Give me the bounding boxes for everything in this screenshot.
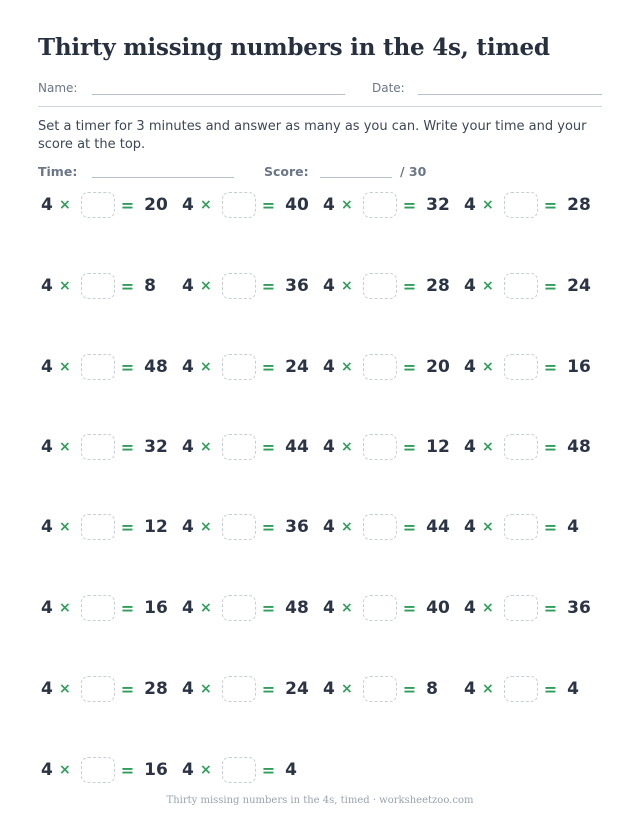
answer-blank[interactable]: [81, 192, 115, 218]
product: 12: [426, 437, 450, 457]
equals-sign: =: [120, 598, 135, 618]
answer-blank[interactable]: [222, 354, 256, 380]
multiply-sign: ×: [482, 681, 494, 697]
instructions: Set a timer for 3 minutes and answer as many as you can. Write your time and your score at the top.: [38, 119, 587, 152]
product: 40: [285, 195, 309, 215]
problem-item: [41, 674, 168, 704]
multiply-sign: ×: [341, 681, 353, 697]
header-divider: [38, 106, 602, 107]
factor: 4: [323, 195, 335, 215]
answer-blank[interactable]: [504, 273, 538, 299]
factor: 4: [182, 195, 194, 215]
factor: 4: [464, 195, 476, 215]
multiply-sign: ×: [59, 762, 71, 778]
factor: 4: [464, 276, 476, 296]
factor: 4: [41, 357, 53, 377]
answer-blank[interactable]: [504, 192, 538, 218]
answer-blank[interactable]: [504, 676, 538, 702]
problem-item: [464, 674, 579, 704]
equals-sign: =: [543, 598, 558, 618]
problem-item: [41, 593, 168, 623]
problem-item: [323, 593, 450, 623]
answer-blank[interactable]: [81, 514, 115, 540]
factor: 4: [182, 760, 194, 780]
multiply-sign: ×: [200, 519, 212, 535]
multiply-sign: ×: [482, 600, 494, 616]
multiply-sign: ×: [59, 278, 71, 294]
problem-item: [41, 271, 156, 301]
footer: Thirty missing numbers in the 4s, timed · worksheetzoo.com: [166, 795, 474, 806]
product: 8: [144, 276, 156, 296]
multiply-sign: ×: [200, 762, 212, 778]
multiply-sign: ×: [200, 600, 212, 616]
product: 36: [567, 598, 591, 618]
problem-item: [464, 352, 591, 382]
problem-item: [464, 271, 591, 301]
equals-sign: =: [261, 598, 276, 618]
answer-blank[interactable]: [81, 354, 115, 380]
factor: 4: [464, 598, 476, 618]
answer-blank[interactable]: [222, 676, 256, 702]
product: 48: [285, 598, 309, 618]
multiply-sign: ×: [341, 519, 353, 535]
answer-blank[interactable]: [363, 514, 397, 540]
multiply-sign: ×: [59, 600, 71, 616]
equals-sign: =: [120, 760, 135, 780]
problem-item: [464, 512, 579, 542]
answer-blank[interactable]: [222, 757, 256, 783]
multiply-sign: ×: [59, 359, 71, 375]
multiply-sign: ×: [482, 359, 494, 375]
problem-item: [41, 432, 168, 462]
multiply-sign: ×: [341, 197, 353, 213]
product: 20: [426, 357, 450, 377]
equals-sign: =: [402, 276, 417, 296]
factor: 4: [41, 195, 53, 215]
equals-sign: =: [261, 760, 276, 780]
equals-sign: =: [402, 598, 417, 618]
date-line[interactable]: [418, 94, 602, 95]
equals-sign: =: [402, 437, 417, 457]
product: 28: [144, 679, 168, 699]
factor: 4: [464, 357, 476, 377]
multiply-sign: ×: [59, 197, 71, 213]
product: 4: [567, 517, 579, 537]
problem-item: [182, 352, 309, 382]
worksheet-title: Thirty missing numbers in the 4s, timed: [38, 34, 550, 61]
factor: 4: [41, 679, 53, 699]
equals-sign: =: [543, 517, 558, 537]
answer-blank[interactable]: [222, 514, 256, 540]
product: 32: [426, 195, 450, 215]
multiply-sign: ×: [200, 439, 212, 455]
equals-sign: =: [543, 276, 558, 296]
score-label: Score:: [264, 164, 309, 179]
multiply-sign: ×: [59, 439, 71, 455]
problem-item: [323, 674, 438, 704]
product: 36: [285, 517, 309, 537]
product: 44: [285, 437, 309, 457]
answer-blank[interactable]: [504, 514, 538, 540]
factor: 4: [41, 437, 53, 457]
product: 28: [567, 195, 591, 215]
problem-item: [182, 432, 309, 462]
multiply-sign: ×: [482, 519, 494, 535]
product: 16: [567, 357, 591, 377]
equals-sign: =: [402, 517, 417, 537]
factor: 4: [323, 517, 335, 537]
equals-sign: =: [120, 357, 135, 377]
equals-sign: =: [120, 195, 135, 215]
multiply-sign: ×: [200, 359, 212, 375]
factor: 4: [41, 517, 53, 537]
answer-blank[interactable]: [363, 434, 397, 460]
equals-sign: =: [402, 195, 417, 215]
problem-item: [323, 271, 450, 301]
product: 24: [567, 276, 591, 296]
equals-sign: =: [261, 276, 276, 296]
name-line[interactable]: [92, 94, 345, 95]
answer-blank[interactable]: [504, 434, 538, 460]
factor: 4: [41, 276, 53, 296]
factor: 4: [323, 357, 335, 377]
factor: 4: [323, 679, 335, 699]
equals-sign: =: [543, 357, 558, 377]
product: 36: [285, 276, 309, 296]
multiply-sign: ×: [482, 278, 494, 294]
factor: 4: [464, 679, 476, 699]
equals-sign: =: [402, 679, 417, 699]
multiply-sign: ×: [341, 439, 353, 455]
problem-item: [41, 755, 168, 785]
product: 16: [144, 760, 168, 780]
answer-blank[interactable]: [363, 676, 397, 702]
product: 32: [144, 437, 168, 457]
problem-item: [182, 190, 309, 220]
problem-item: [464, 432, 591, 462]
equals-sign: =: [120, 276, 135, 296]
multiply-sign: ×: [341, 600, 353, 616]
multiply-sign: ×: [341, 278, 353, 294]
factor: 4: [464, 437, 476, 457]
factor: 4: [323, 276, 335, 296]
multiply-sign: ×: [482, 197, 494, 213]
factor: 4: [323, 437, 335, 457]
factor: 4: [182, 357, 194, 377]
answer-blank[interactable]: [81, 757, 115, 783]
problem-item: [182, 674, 309, 704]
problem-item: [41, 512, 168, 542]
problem-item: [182, 512, 309, 542]
answer-blank[interactable]: [222, 434, 256, 460]
multiply-sign: ×: [200, 278, 212, 294]
problem-item: [323, 190, 450, 220]
problem-item: [182, 755, 297, 785]
name-label: Name:: [38, 81, 78, 95]
factor: 4: [182, 517, 194, 537]
answer-blank[interactable]: [504, 595, 538, 621]
equals-sign: =: [261, 357, 276, 377]
multiply-sign: ×: [341, 359, 353, 375]
product: 16: [144, 598, 168, 618]
factor: 4: [182, 437, 194, 457]
product: 12: [144, 517, 168, 537]
factor: 4: [41, 760, 53, 780]
multiply-sign: ×: [59, 681, 71, 697]
factor: 4: [182, 679, 194, 699]
score-total: / 30: [400, 164, 427, 179]
answer-blank[interactable]: [363, 273, 397, 299]
answer-blank[interactable]: [363, 595, 397, 621]
problem-item: [182, 271, 309, 301]
answer-blank[interactable]: [222, 595, 256, 621]
problem-item: [323, 512, 450, 542]
factor: 4: [41, 598, 53, 618]
product: 40: [426, 598, 450, 618]
problem-item: [41, 352, 168, 382]
answer-blank[interactable]: [81, 434, 115, 460]
equals-sign: =: [120, 437, 135, 457]
multiply-sign: ×: [482, 439, 494, 455]
answer-blank[interactable]: [363, 354, 397, 380]
multiply-sign: ×: [200, 197, 212, 213]
product: 28: [426, 276, 450, 296]
factor: 4: [464, 517, 476, 537]
answer-blank[interactable]: [222, 273, 256, 299]
product: 24: [285, 357, 309, 377]
date-label: Date:: [372, 81, 405, 95]
answer-blank[interactable]: [363, 192, 397, 218]
product: 20: [144, 195, 168, 215]
problem-item: [182, 593, 309, 623]
answer-blank[interactable]: [81, 676, 115, 702]
factor: 4: [323, 598, 335, 618]
score-line[interactable]: [320, 177, 392, 178]
time-line[interactable]: [92, 177, 234, 178]
answer-blank[interactable]: [222, 192, 256, 218]
factor: 4: [182, 276, 194, 296]
equals-sign: =: [543, 679, 558, 699]
answer-blank[interactable]: [504, 354, 538, 380]
time-label: Time:: [38, 164, 78, 179]
equals-sign: =: [261, 195, 276, 215]
equals-sign: =: [543, 195, 558, 215]
multiply-sign: ×: [59, 519, 71, 535]
problem-item: [464, 593, 591, 623]
problem-item: [323, 432, 450, 462]
equals-sign: =: [120, 679, 135, 699]
equals-sign: =: [261, 437, 276, 457]
equals-sign: =: [261, 679, 276, 699]
factor: 4: [182, 598, 194, 618]
multiply-sign: ×: [200, 681, 212, 697]
product: 24: [285, 679, 309, 699]
product: 4: [285, 760, 297, 780]
equals-sign: =: [543, 437, 558, 457]
problem-item: [464, 190, 591, 220]
equals-sign: =: [261, 517, 276, 537]
product: 4: [567, 679, 579, 699]
product: 8: [426, 679, 438, 699]
answer-blank[interactable]: [81, 273, 115, 299]
equals-sign: =: [402, 357, 417, 377]
product: 48: [144, 357, 168, 377]
product: 48: [567, 437, 591, 457]
equals-sign: =: [120, 517, 135, 537]
answer-blank[interactable]: [81, 595, 115, 621]
problem-item: [41, 190, 168, 220]
product: 44: [426, 517, 450, 537]
problem-item: [323, 352, 450, 382]
